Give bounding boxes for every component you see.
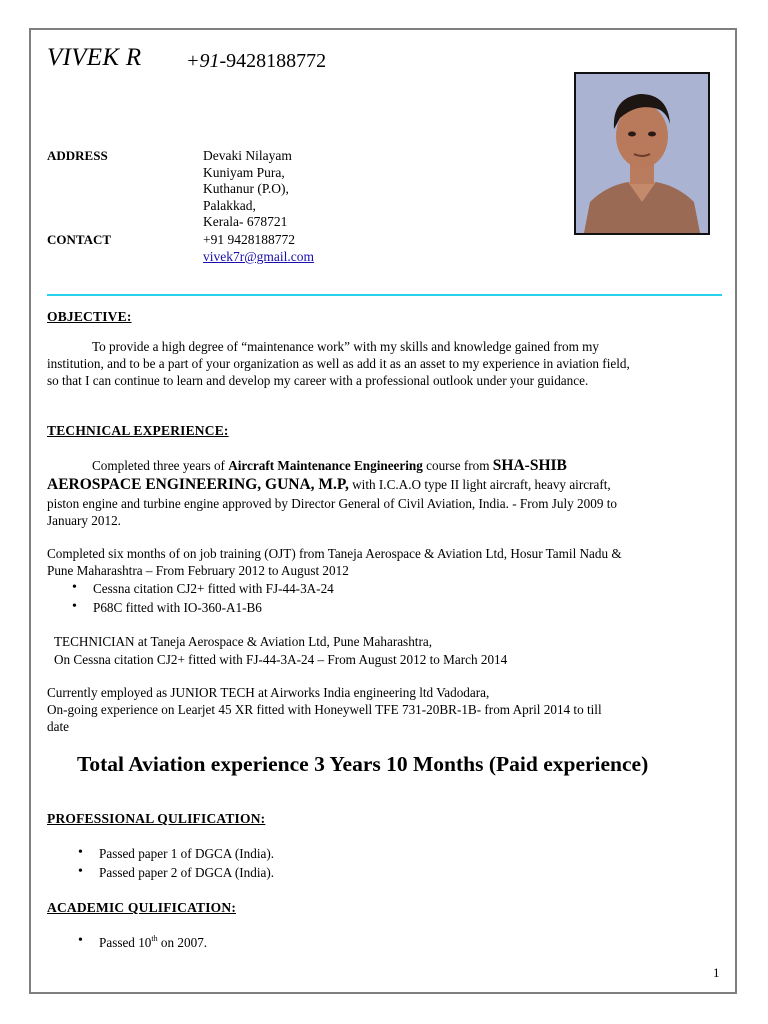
tech-para1-line4: January 2012.	[47, 513, 121, 528]
total-experience: Total Aviation experience 3 Years 10 Months (Paid experience)	[77, 752, 649, 776]
portrait-illustration	[576, 74, 708, 233]
objective-text-line: so that I can continue to learn and develop my career with a professional outlook under your guidance.	[47, 373, 589, 388]
tech-para1-line1	[92, 457, 567, 475]
tech-para2-line1: Completed six months of on job training (OJT) from Taneja Aerospace & Aviation Ltd, Hosur Tamil Nadu &	[47, 546, 622, 561]
objective-text-line: To provide a high degree of “maintenance work” with my skills and knowledge gained from my	[92, 339, 600, 354]
list-item: • Passed paper 1 of DGCA (India).	[99, 846, 274, 862]
academic-heading: ACADEMIC QULIFICATION:	[47, 900, 237, 915]
tech-para4-line3: date	[47, 719, 69, 734]
text-run: course from	[422, 458, 493, 473]
header-phone	[186, 50, 326, 73]
contact-phone: +91 9428188772	[203, 232, 295, 247]
divider-line	[47, 294, 722, 296]
objective-text-line: institution, and to be a part of your organization as well as add it as an asset to my experience in aviation field,	[47, 356, 630, 371]
email-link[interactable]: vivek7r@gmail.com	[203, 248, 315, 264]
tech-para1-line2	[47, 476, 611, 494]
text-run: SHA-SHIB	[492, 457, 567, 474]
tech-para1-line3: piston engine and turbine engine approved by Director General of Civil Aviation, India. - From July 2009 to	[47, 496, 617, 511]
list-item: • P68C fitted with IO-360-A1-B6	[93, 600, 262, 616]
superscript: th	[151, 934, 158, 943]
text-run: Aircraft Maintenance Engineering	[228, 458, 423, 473]
text-run: AEROSPACE ENGINEERING, GUNA, M.P,	[47, 476, 349, 493]
address-line: Kuniyam Pura,	[203, 164, 285, 180]
tech-para4-line2: On-going experience on Learjet 45 XR fitted with Honeywell TFE 731-20BR-1B- from April 2014 to till	[47, 702, 602, 717]
tech-para2-line2: Pune Maharashtra – From February 2012 to August 2012	[47, 563, 349, 578]
text-run: Passed 10	[99, 935, 152, 950]
address-line: Devaki Nilayam	[203, 148, 292, 163]
address-line: Kuthanur (P.O),	[203, 181, 289, 197]
list-item: • Passed paper 2 of DGCA (India).	[99, 865, 274, 881]
text-run: with I.C.A.O type II light aircraft, heavy aircraft,	[348, 477, 611, 492]
contact-label: CONTACT	[47, 232, 112, 247]
phone-number: -9428188772	[219, 50, 327, 72]
text-run: Completed three years of	[92, 458, 229, 473]
address-line: Palakkad,	[203, 197, 256, 213]
list-item	[99, 934, 207, 951]
text-run: on 2007.	[157, 935, 208, 950]
professional-heading: PROFESSIONAL QULIFICATION:	[47, 811, 266, 826]
applicant-name: VIVEK R	[47, 44, 142, 71]
page-number: 1	[713, 965, 720, 980]
phone-prefix: +91	[186, 50, 220, 72]
list-item: • Cessna citation CJ2+ fitted with FJ-44-3A-24	[93, 581, 334, 597]
objective-heading: OBJECTIVE:	[47, 309, 132, 324]
profile-photo	[574, 72, 710, 235]
address-label: ADDRESS	[47, 148, 108, 163]
address-line: Kerala- 678721	[203, 214, 288, 230]
tech-para3-line2: On Cessna citation CJ2+ fitted with FJ-44-3A-24 – From August 2012 to March 2014	[54, 652, 508, 667]
tech-para3-line1: TECHNICIAN at Taneja Aerospace & Aviation Ltd, Pune Maharashtra,	[54, 634, 432, 649]
technical-heading: TECHNICAL EXPERIENCE:	[47, 423, 229, 438]
tech-para4-line1: Currently employed as JUNIOR TECH at Airworks India engineering ltd Vadodara,	[47, 685, 490, 700]
